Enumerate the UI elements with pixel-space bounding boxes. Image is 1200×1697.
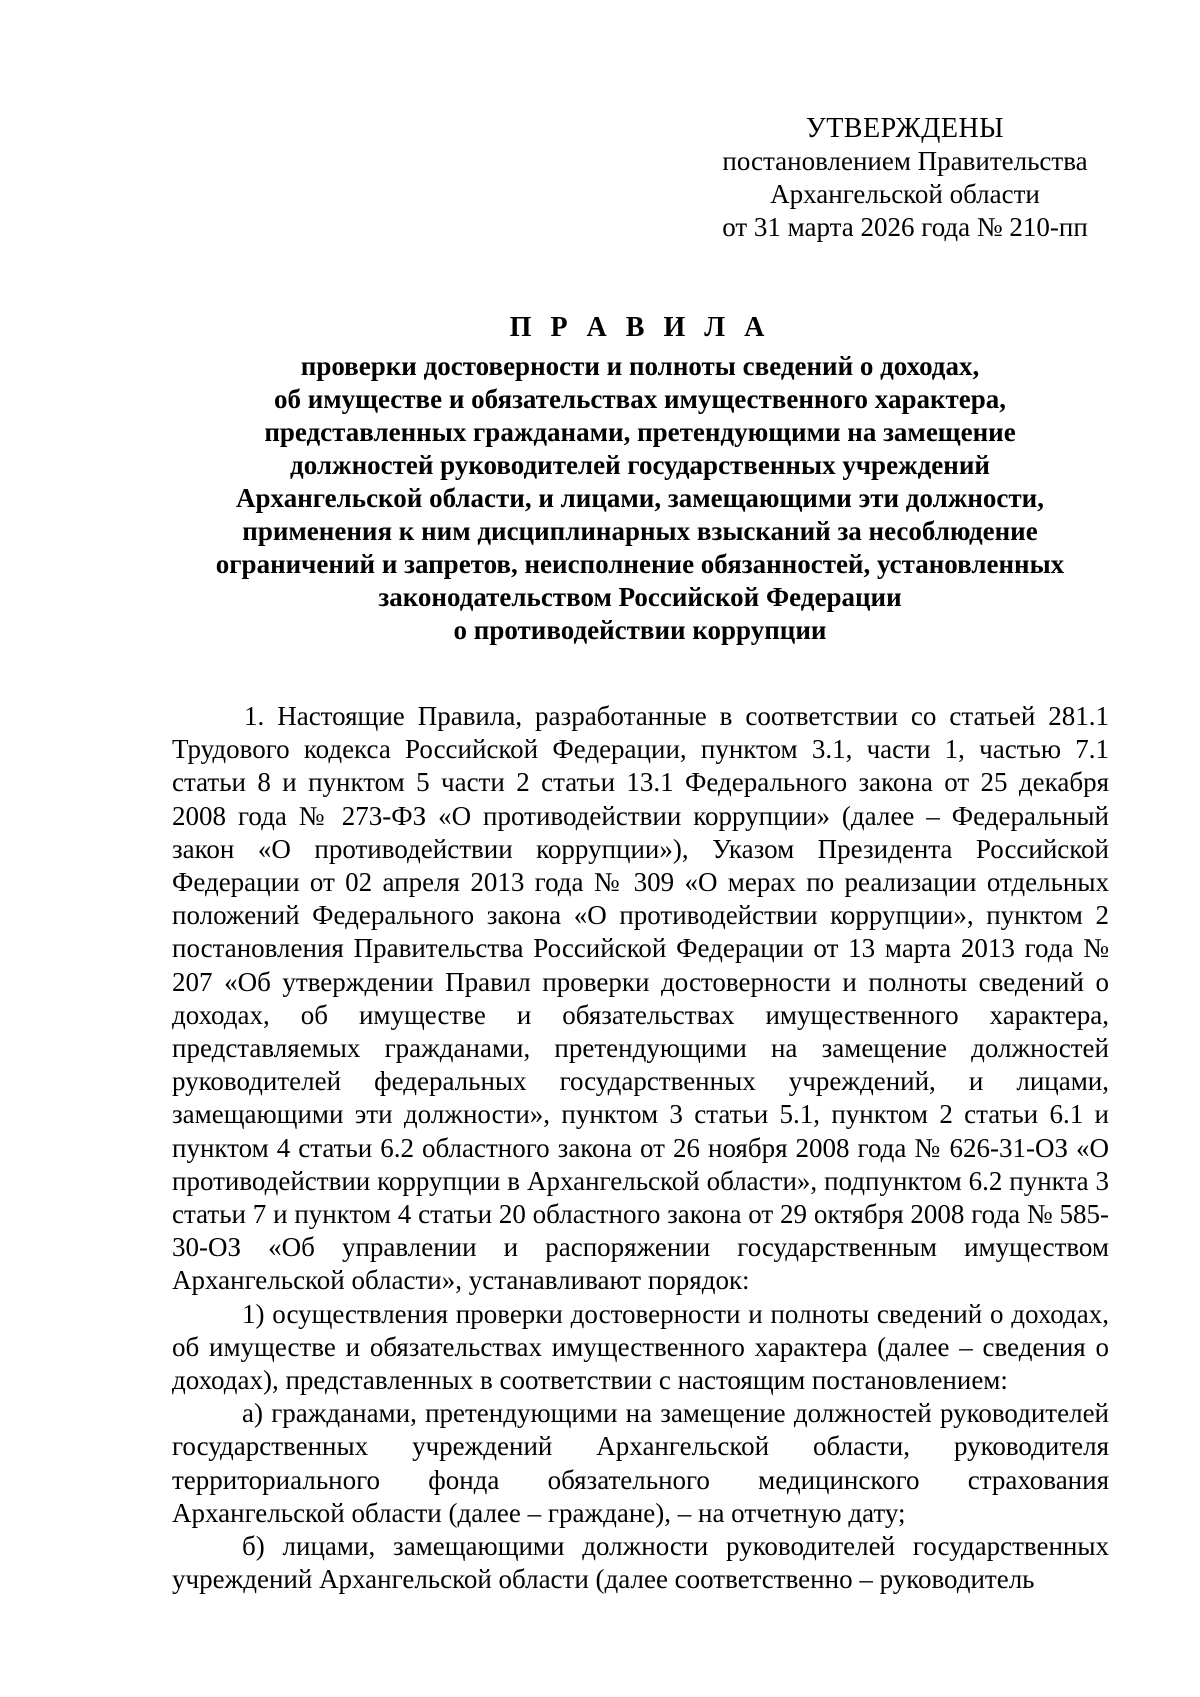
body-paragraph: а) гражданами, претендующими на замещение должностей руководителей государственных учреждений Архангельской области, руководителя территориального фонда обязательного медицинского страхования Архангельской области (далее – граждане), – на отчетную дату; (172, 1398, 1109, 1528)
approval-line: Архангельской области (770, 179, 1040, 209)
document-subtitle-line: представленных гражданами, претендующими на замещение (264, 417, 1016, 447)
approval-stamp-block (700, 112, 1110, 244)
document-heading: П Р А В И Л А (509, 312, 771, 343)
document-subtitle-line: об имуществе и обязательствах имущественного характера, (273, 384, 1007, 414)
document-subtitle-line: должностей руководителей государственных учреждений (290, 450, 990, 480)
document-subtitle-line: законодательством Российской Федерации (378, 582, 902, 612)
document-subtitle-line: о противодействии коррупции (453, 615, 827, 645)
document-subtitle-line: применения к ним дисциплинарных взысканий за несоблюдение (242, 516, 1038, 546)
document-subtitle-line: ограничений и запретов, неисполнение обязанностей, установленных (215, 549, 1065, 579)
document-title-block (170, 310, 1110, 647)
approval-title: УТВЕРЖДЕНЫ (805, 113, 1005, 144)
body-paragraph: б) лицами, замещающими должности руководителей государственных учреждений Архангельской области (далее соответственно – руководитель (172, 1531, 1109, 1595)
document-subtitle-line: Архангельской области, и лицами, замещающими эти должности, (236, 483, 1044, 513)
approval-line: постановлением Правительства (722, 146, 1088, 176)
body-paragraph: 1) осуществления проверки достоверности и полноты сведений о доходах, об имуществе и обязательствах имущественного характера (далее – сведения о доходах), представленных в соответствии с настоящим постановлением: (172, 1298, 1109, 1396)
document-subtitle-line: проверки достоверности и полноты сведений о доходах, (300, 351, 980, 381)
approval-date-line: от 31 марта 2026 года № 210-пп (722, 212, 1088, 242)
body-paragraph: 1. Настоящие Правила, разработанные в соответствии со статьей 281.1 Трудового кодекса Российской Федерации, пунктом 3.1, части 1, частью 7.1 статьи 8 и пунктом 5 части 2 статьи 13.1 Федерального закона от 25 декабря 2008 года № 273-ФЗ «О противодействии коррупции» (далее – Федеральный закон «О противодействии коррупции»), Указом Президента Российской Федерации от 02 апреля 2013 года № 309 «О мерах по реализации отдельных положений Федерального закона «О противодействии коррупции», пунктом 2 постановления Правительства Российской Федерации от 13 марта 2013 года № 207 «Об утверждении Правил проверки достоверности и полноты сведений о доходах, об имуществе и обязательствах имущественного характера, представляемых гражданами, претендующими на замещение должностей руководителей федеральных государственных учреждений, и лицами, замещающими эти должности», пунктом 3 статьи 5.1, пунктом 2 статьи 6.1 и пунктом 4 статьи 6.2 областного закона от 26 ноября 2008 года № 626-31-ОЗ «О противодействии коррупции в Архангельской области», подпунктом 6.2 пункта 3 статьи 7 и пунктом 4 статьи 20 областного закона от 29 октября 2008 года № 585-30-ОЗ «Об управлении и распоряжении государственным имуществом Архангельской области», устанавливают порядок: (172, 701, 1109, 1296)
document-body (172, 700, 1109, 1596)
